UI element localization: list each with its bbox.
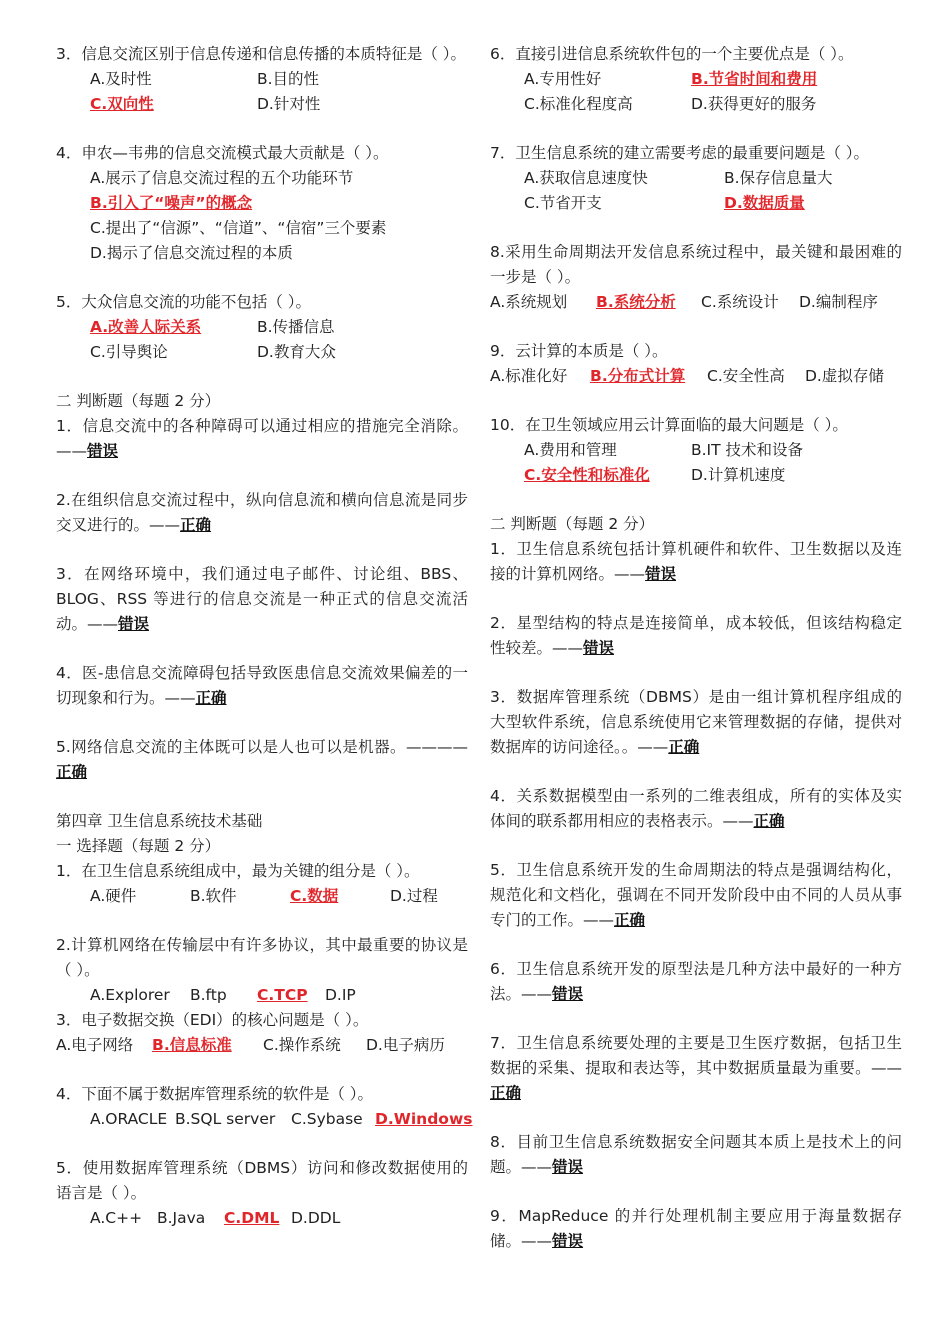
judge-1	[56, 414, 468, 464]
judge-1	[490, 537, 902, 587]
judge-4-block	[490, 784, 902, 834]
question-10	[490, 413, 902, 488]
options	[490, 166, 902, 216]
judge-6	[490, 957, 902, 1007]
option-b: B.保存信息量大	[724, 169, 833, 187]
option-a: A.系统规划	[490, 293, 568, 311]
option-b: B.目的性	[257, 70, 320, 88]
judge-stem: 1．信息交流中的各种障碍可以通过相应的措施完全消除。——	[56, 417, 468, 460]
question-3	[56, 42, 468, 117]
option-b-answer: B.分布式计算	[590, 367, 686, 385]
option-d: D.IP	[325, 986, 356, 1004]
judge-stem: 1．卫生信息系统包括计算机硬件和软件、卫生数据以及连接的计算机网络。——	[490, 540, 902, 583]
choice-1	[56, 859, 468, 909]
option-d: D.揭示了信息交流过程的本质	[90, 244, 293, 262]
judge-answer: 正确	[490, 1084, 522, 1102]
judge-stem: 5.网络信息交流的主体既可以是人也可以是机器。————	[56, 738, 468, 756]
option-c-answer: C.TCP	[257, 986, 308, 1004]
judge-answer: 正确	[614, 911, 646, 929]
question-8	[490, 240, 902, 315]
option-c-answer: C.双向性	[90, 95, 154, 113]
question-stem: 7．卫生信息系统的建立需要考虑的最重要问题是（ ）。	[490, 144, 870, 162]
section-heading: 一 选择题（每题 2 分）	[56, 837, 221, 855]
option-d: D.编制程序	[799, 293, 878, 311]
judge-stem: 2．星型结构的特点是连接简单，成本较低，但该结构稳定性较差。——	[490, 614, 902, 657]
option-c-answer: C.DML	[224, 1209, 280, 1227]
options	[490, 364, 902, 389]
judge-6-block	[490, 957, 902, 1007]
option-c-answer: C.安全性和标准化	[524, 466, 650, 484]
choice-3	[56, 1008, 468, 1058]
option-a-answer: A.改善人际关系	[90, 318, 202, 336]
section-heading: 二 判断题（每题 2 分）	[490, 515, 655, 533]
judge-4-block	[56, 661, 468, 711]
judge-answer: 错误	[118, 615, 150, 633]
question-stem: 3．电子数据交换（EDI）的核心问题是（ ）。	[56, 1011, 369, 1029]
judge-9-block	[490, 1204, 902, 1254]
options	[56, 1107, 473, 1132]
judge-answer: 正确	[56, 763, 88, 781]
choice-2	[56, 933, 468, 1008]
question-stem: 5．大众信息交流的功能不包括（ ）。	[56, 293, 312, 311]
question-stem: 8.采用生命周期法开发信息系统过程中，最关键和最困难的一步是（ ）。	[490, 243, 902, 286]
judge-answer: 正确	[180, 516, 212, 534]
judge-3-block	[56, 562, 468, 637]
options	[490, 67, 902, 117]
judge-5-block	[490, 858, 902, 933]
judge-7	[490, 1031, 902, 1106]
judge-stem: 5．卫生信息系统开发的生命周期法的特点是强调结构化，规范化和文档化，强调在不同开发阶段中由不同的人员从事专门的工作。——	[490, 861, 902, 929]
option-a: A.硬件	[90, 887, 137, 905]
option-a: A.标准化好	[490, 367, 568, 385]
option-a: A.专用性好	[524, 70, 602, 88]
question-stem: 9．云计算的本质是（ ）。	[490, 342, 668, 360]
option-d: D.针对性	[257, 95, 321, 113]
judge-3	[490, 685, 902, 760]
judge-stem: 7．卫生信息系统要处理的主要是卫生医疗数据，包括卫生数据的采集、提取和表达等，其中数据质量最为重要。——	[490, 1034, 902, 1077]
judge-stem: 4．医-患信息交流障碍包括导致医患信息交流效果偏差的一切现象和行为。——	[56, 664, 468, 707]
question-stem: 6．直接引进信息系统软件包的一个主要优点是（ ）。	[490, 45, 854, 63]
option-b: B.IT 技术和设备	[691, 441, 804, 459]
judge-4	[490, 784, 902, 834]
option-a: A.获取信息速度快	[524, 169, 648, 187]
judge-stem: 9．MapReduce 的并行处理机制主要应用于海量数据存储。——	[490, 1207, 902, 1250]
question-stem: 10．在卫生领域应用云计算面临的最大问题是（ ）。	[490, 416, 848, 434]
judge-stem: 2.在组织信息交流过程中，纵向信息流和横向信息流是同步交叉进行的。——	[56, 491, 468, 534]
judge-answer: 错误	[552, 1232, 584, 1250]
option-b: B.SQL server	[175, 1110, 276, 1128]
question-7	[490, 141, 902, 216]
option-d-answer: D.数据质量	[724, 194, 805, 212]
option-c: C.提出了“信源”、“信道”、“信宿”三个要素	[90, 219, 387, 237]
options	[56, 166, 468, 266]
judge-stem: 4．关系数据模型由一系列的二维表组成，所有的实体及实体间的联系都用相应的表格表示。——	[490, 787, 902, 830]
judge-5	[490, 858, 902, 933]
judge-5-block	[56, 735, 468, 785]
options	[56, 983, 468, 1008]
option-a: A.Explorer	[90, 986, 170, 1004]
question-stem: 4．下面不属于数据库管理系统的软件是（ ）。	[56, 1085, 374, 1103]
option-d: D.计算机速度	[691, 466, 786, 484]
judge-4	[56, 661, 468, 711]
judge-answer: 错误	[583, 639, 615, 657]
judge-2-block	[56, 488, 468, 538]
option-c: C.标准化程度高	[524, 95, 633, 113]
judge-9	[490, 1204, 902, 1254]
option-b: B.软件	[190, 887, 237, 905]
option-c: C.Sybase	[291, 1110, 363, 1128]
judge-answer: 错误	[87, 442, 119, 460]
question-stem: 3．信息交流区别于信息传递和信息传播的本质特征是（ ）。	[56, 45, 467, 63]
options	[56, 315, 468, 365]
option-a: A.C++	[90, 1209, 143, 1227]
options	[56, 67, 468, 117]
chapter-block	[56, 809, 468, 859]
question-4	[56, 141, 468, 266]
judge-section-right	[490, 512, 902, 587]
judge-5	[56, 735, 468, 785]
judge-section-left	[56, 389, 468, 464]
judge-stem: 6．卫生信息系统开发的原型法是几种方法中最好的一种方法。——	[490, 960, 902, 1003]
judge-8-block	[490, 1130, 902, 1180]
judge-2	[56, 488, 468, 538]
option-a: A.电子网络	[56, 1036, 134, 1054]
option-a: A.费用和管理	[524, 441, 617, 459]
options	[56, 884, 468, 909]
options	[490, 438, 902, 488]
option-d: D.电子病历	[366, 1036, 445, 1054]
option-b: B.ftp	[190, 986, 227, 1004]
option-d-answer: D.Windows	[375, 1110, 473, 1128]
options	[56, 1033, 468, 1058]
question-5	[56, 290, 468, 365]
choice-5	[56, 1156, 468, 1231]
question-stem: 2.计算机网络在传输层中有许多协议，其中最重要的协议是（ ）。	[56, 936, 468, 979]
judge-answer: 错误	[552, 985, 584, 1003]
option-b: B.传播信息	[257, 318, 335, 336]
judge-stem: 8．目前卫生信息系统数据安全问题其本质上是技术上的问题。——	[490, 1133, 902, 1176]
option-c: C.节省开支	[524, 194, 602, 212]
option-c: C.引导舆论	[90, 343, 168, 361]
right-column	[490, 42, 902, 1278]
judge-answer: 正确	[753, 812, 785, 830]
option-b: B.Java	[157, 1209, 206, 1227]
option-d: D.虚拟存储	[805, 367, 884, 385]
option-c: C.安全性高	[707, 367, 785, 385]
judge-3	[56, 562, 468, 637]
question-stem: 4．申农—韦弗的信息交流模式最大贡献是（ ）。	[56, 144, 389, 162]
option-c-answer: C.数据	[290, 887, 339, 905]
options	[56, 1206, 468, 1231]
judge-3-block	[490, 685, 902, 760]
option-b-answer: B.信息标准	[152, 1036, 232, 1054]
judge-answer: 正确	[668, 738, 700, 756]
judge-stem: 3．数据库管理系统（DBMS）是由一组计算机程序组成的大型软件系统，信息系统使用它来管理数据的存储，提供对数据库的访问途径。。——	[490, 688, 902, 756]
option-c: C.操作系统	[263, 1036, 341, 1054]
option-a: A.及时性	[90, 70, 152, 88]
option-b-answer: B.节省时间和费用	[691, 70, 818, 88]
options	[490, 290, 902, 315]
option-b-answer: B.引入了“噪声”的概念	[90, 194, 253, 212]
option-a: A.ORACLE	[90, 1110, 168, 1128]
option-d: D.教育大众	[257, 343, 336, 361]
judge-answer: 错误	[552, 1158, 584, 1176]
judge-2	[490, 611, 902, 661]
question-stem: 1．在卫生信息系统组成中，最为关键的组分是（ ）。	[56, 862, 420, 880]
judge-7-block	[490, 1031, 902, 1106]
left-column	[56, 42, 473, 1255]
section-heading: 二 判断题（每题 2 分）	[56, 392, 221, 410]
judge-stem: 3．在网络环境中，我们通过电子邮件、讨论组、BBS、BLOG、RSS 等进行的信息交流是一种正式的信息交流活动。——	[56, 565, 468, 633]
judge-2-block	[490, 611, 902, 661]
option-c: C.系统设计	[701, 293, 779, 311]
option-a: A.展示了信息交流过程的五个功能环节	[90, 169, 354, 187]
judge-8	[490, 1130, 902, 1180]
option-b-answer: B.系统分析	[596, 293, 676, 311]
judge-answer: 正确	[195, 689, 227, 707]
judge-answer: 错误	[645, 565, 677, 583]
option-d: D.过程	[390, 887, 438, 905]
question-9	[490, 339, 902, 389]
question-6	[490, 42, 902, 117]
option-d: D.DDL	[291, 1209, 341, 1227]
choice-4	[56, 1082, 473, 1132]
option-d: D.获得更好的服务	[691, 95, 817, 113]
question-stem: 5．使用数据库管理系统（DBMS）访问和修改数据使用的语言是（ ）。	[56, 1159, 468, 1202]
chapter-title: 第四章 卫生信息系统技术基础	[56, 812, 263, 830]
